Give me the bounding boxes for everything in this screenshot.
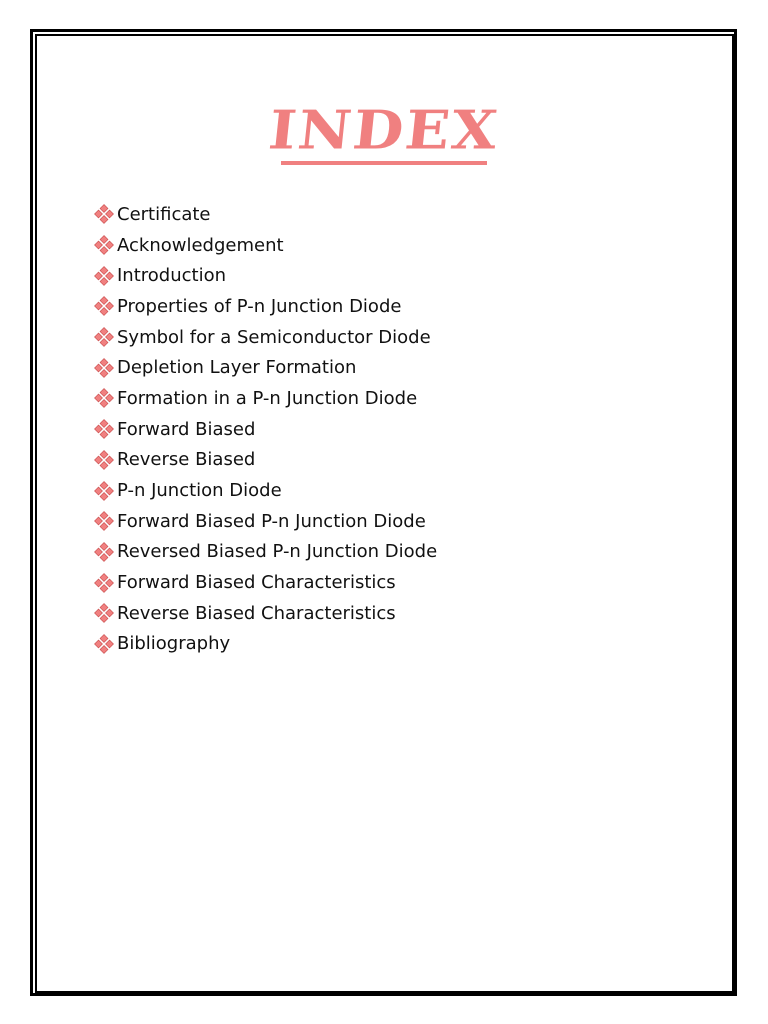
title-underline (281, 161, 487, 165)
four-diamond-bullet-icon (94, 542, 114, 562)
four-diamond-bullet-icon (94, 450, 114, 470)
four-diamond-bullet-icon (94, 573, 114, 593)
index-item (94, 352, 437, 383)
index-item-label: Forward Biased Characteristics (117, 572, 396, 594)
index-item (94, 445, 437, 476)
index-item (94, 475, 437, 506)
index-item (94, 414, 437, 445)
four-diamond-bullet-icon (94, 511, 114, 531)
four-diamond-bullet-icon (94, 327, 114, 347)
index-item-label: Formation in a P-n Junction Diode (117, 387, 418, 409)
index-item-label: Bibliography (117, 633, 231, 655)
index-item (94, 322, 437, 353)
four-diamond-bullet-icon (94, 634, 114, 654)
four-diamond-bullet-icon (94, 603, 114, 623)
index-item (94, 629, 437, 660)
index-item-label: Reverse Biased (117, 449, 256, 471)
index-item (94, 506, 437, 537)
four-diamond-bullet-icon (94, 388, 114, 408)
four-diamond-bullet-icon (94, 358, 114, 378)
four-diamond-bullet-icon (94, 204, 114, 224)
index-item-label: Forward Biased (117, 418, 256, 440)
four-diamond-bullet-icon (94, 266, 114, 286)
index-item (94, 260, 437, 291)
index-item-label: Reverse Biased Characteristics (117, 602, 396, 624)
index-item-label: Depletion Layer Formation (117, 357, 357, 379)
index-item (94, 567, 437, 598)
index-item-label: Introduction (117, 265, 227, 287)
index-item (94, 598, 437, 629)
index-item-label: Acknowledgement (117, 234, 284, 256)
index-item (94, 291, 437, 322)
index-item (94, 537, 437, 568)
page-title (0, 95, 768, 165)
four-diamond-bullet-icon (94, 419, 114, 439)
index-item (94, 230, 437, 261)
index-item (94, 199, 437, 230)
four-diamond-bullet-icon (94, 235, 114, 255)
index-item-label: Reversed Biased P-n Junction Diode (117, 541, 438, 563)
four-diamond-bullet-icon (94, 296, 114, 316)
index-item-label: P-n Junction Diode (117, 480, 282, 502)
index-list (94, 199, 437, 659)
index-item-label: Certificate (117, 203, 211, 225)
index-item-label: Symbol for a Semiconductor Diode (117, 326, 431, 348)
index-item-label: Properties of P-n Junction Diode (117, 295, 402, 317)
page-title-text: INDEX (265, 98, 503, 162)
four-diamond-bullet-icon (94, 481, 114, 501)
index-item (94, 383, 437, 414)
index-item-label: Forward Biased P-n Junction Diode (117, 510, 426, 532)
